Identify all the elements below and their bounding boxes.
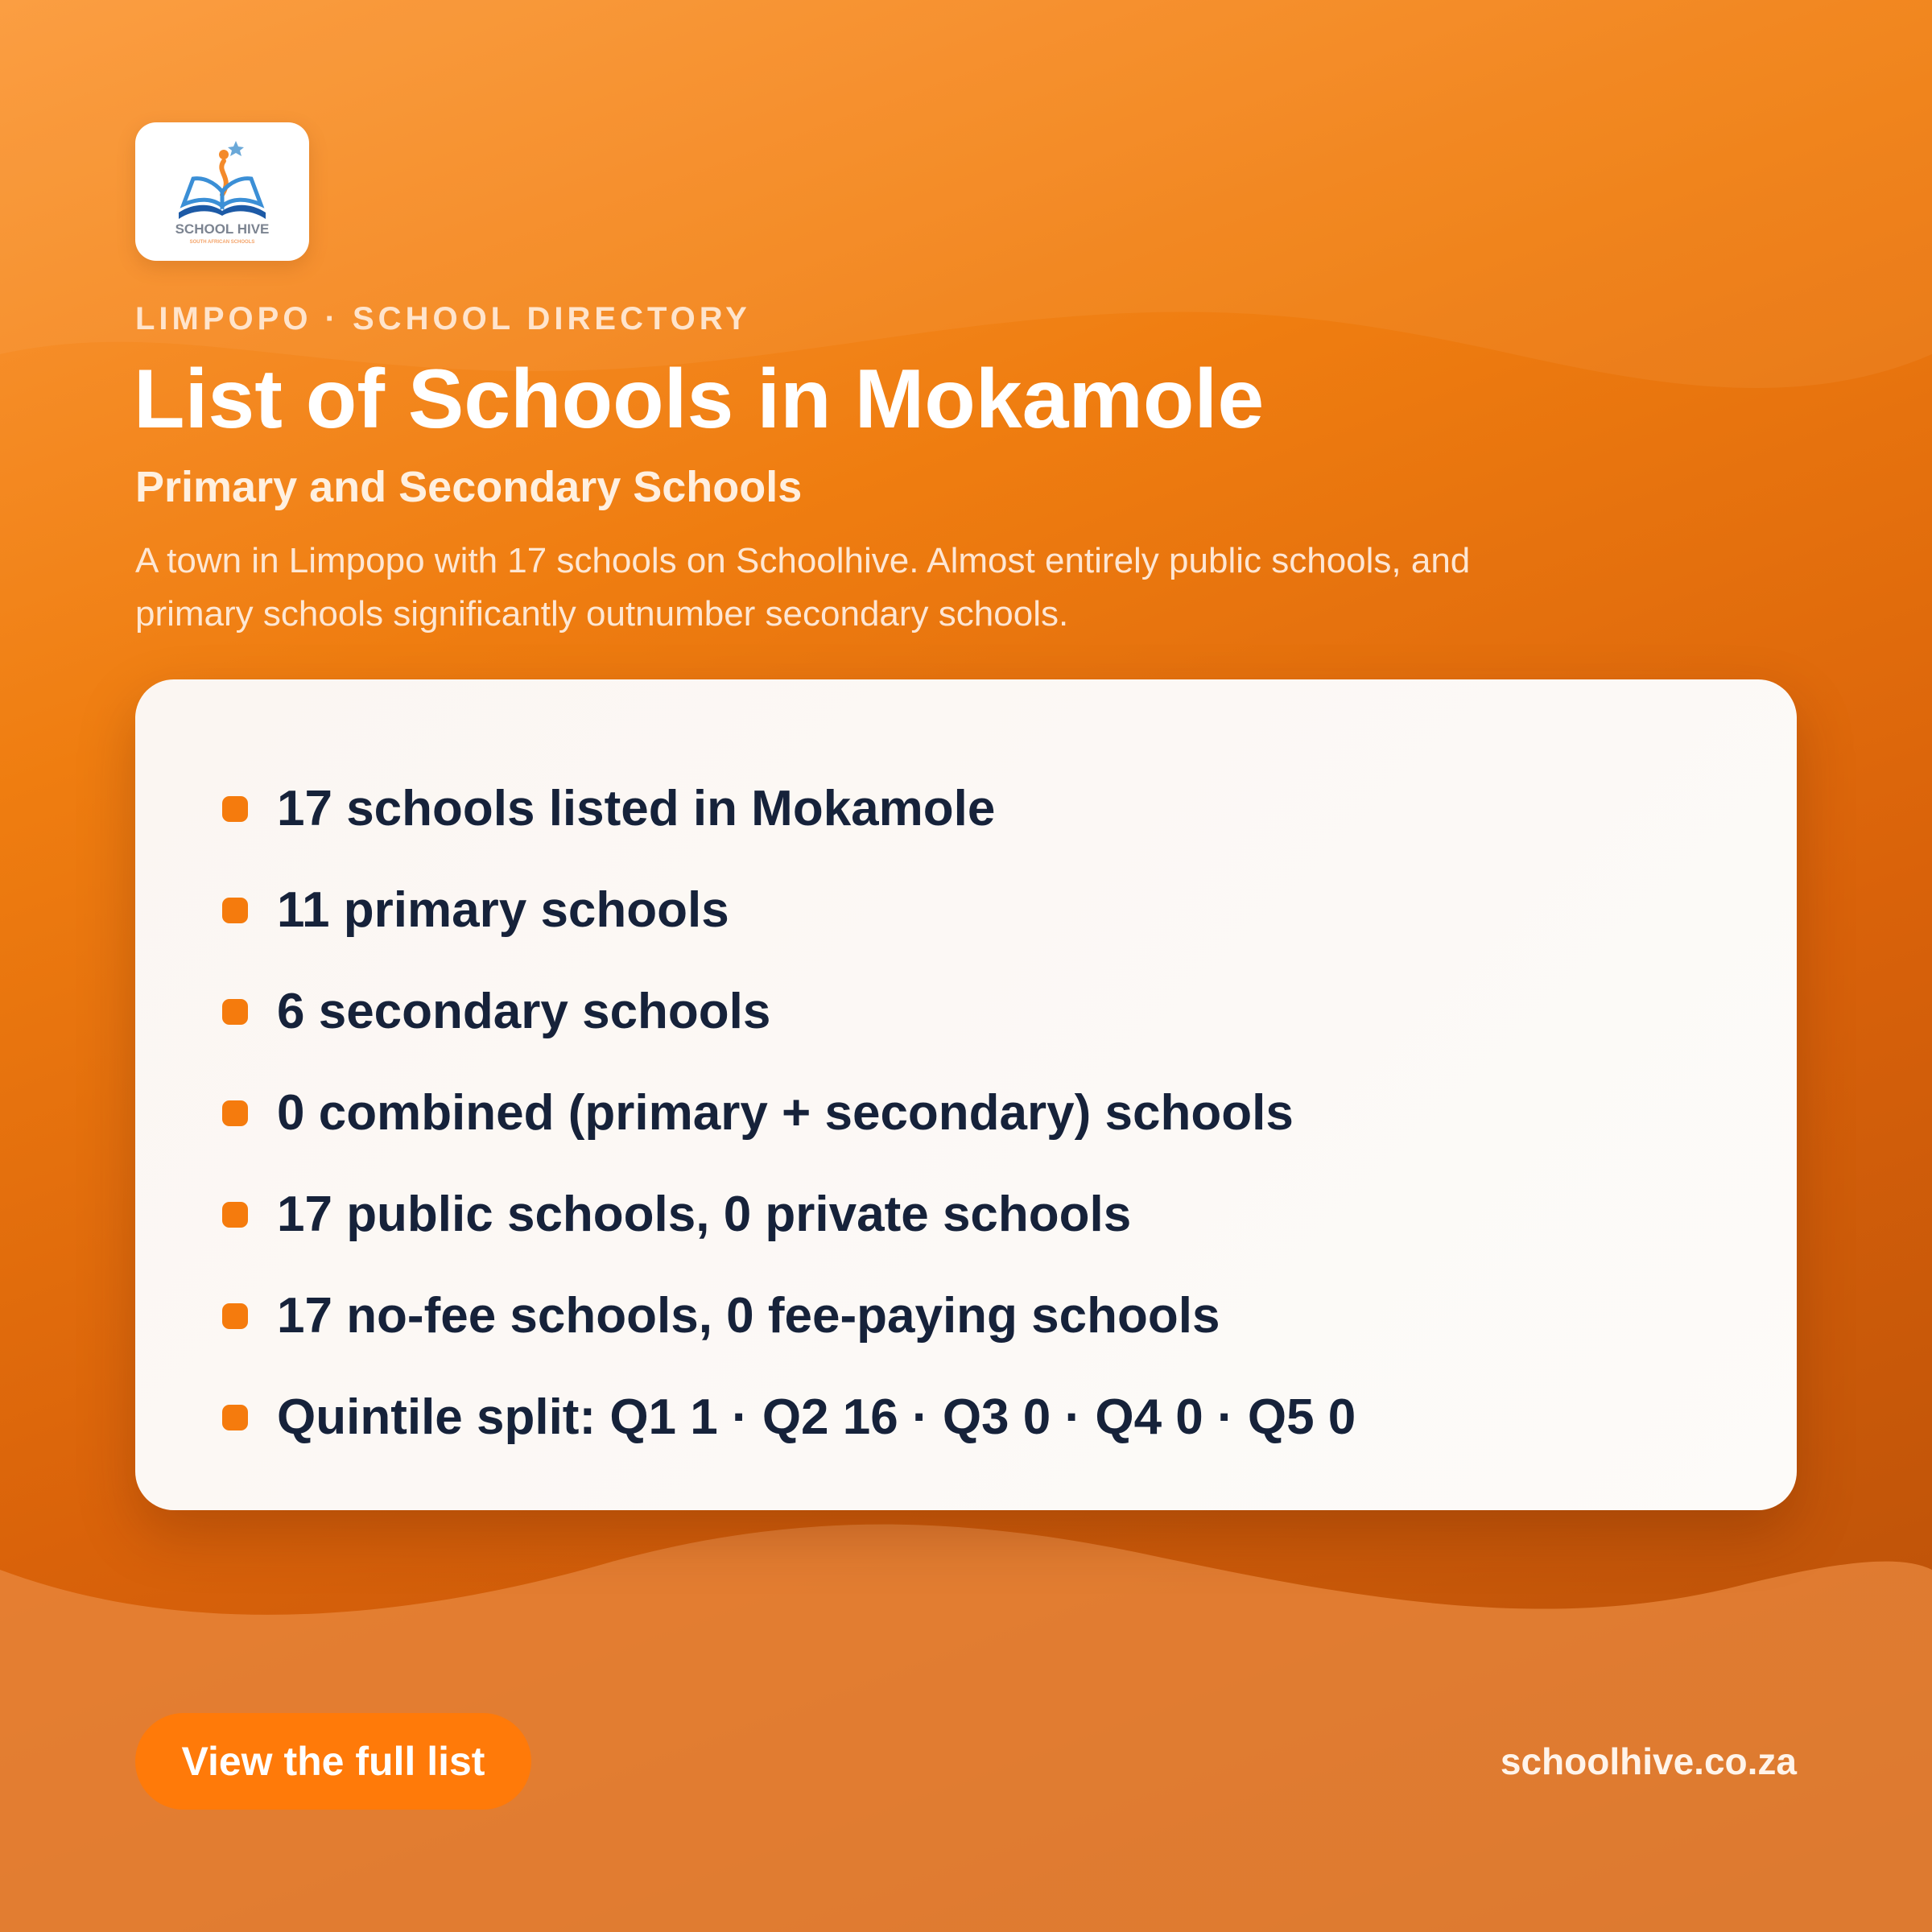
stats-list (222, 758, 1356, 1468)
stat-text: 17 public schools, 0 private schools (277, 1187, 1132, 1242)
stat-text: 11 primary schools (277, 882, 729, 938)
logo (135, 122, 309, 261)
site-link[interactable]: schoolhive.co.za (1500, 1740, 1797, 1782)
bullet-icon (222, 1303, 248, 1329)
stat-secondary-schools (222, 961, 1356, 1063)
stat-text: 17 schools listed in Mokamole (277, 781, 996, 836)
section-eyebrow: LIMPOPO · SCHOOL DIRECTORY (135, 301, 751, 336)
page-description: A town in Limpopo with 17 schools on Schoolhive. Almost entirely public schools, and primary schools significantly outnumber secondary schools. (135, 541, 1471, 634)
stat-combined-schools (222, 1063, 1356, 1164)
bullet-icon (222, 796, 248, 822)
stat-text: Quintile split: Q1 1 · Q2 16 · Q3 0 · Q4 0 · Q5 0 (277, 1389, 1356, 1445)
stat-text: 0 combined (primary + secondary) schools (277, 1085, 1294, 1141)
stat-text: 6 secondary schools (277, 984, 771, 1039)
page-title: List of Schools in Mokamole (134, 353, 1265, 446)
stat-fee-status (222, 1265, 1356, 1367)
page-subtitle: Primary and Secondary Schools (135, 463, 803, 511)
view-full-list-button[interactable]: View the full list (135, 1713, 531, 1810)
bullet-icon (222, 1100, 248, 1126)
bullet-icon (222, 1405, 248, 1430)
bullet-icon (222, 898, 248, 923)
stat-text: 17 no-fee schools, 0 fee-paying schools (277, 1288, 1220, 1344)
svg-text:SCHOOL HIVE: SCHOOL HIVE (175, 221, 270, 237)
bullet-icon (222, 1202, 248, 1228)
stat-total-schools (222, 758, 1356, 860)
stats-card (135, 679, 1797, 1510)
bullet-icon (222, 999, 248, 1025)
svg-text:SOUTH AFRICAN SCHOOLS: SOUTH AFRICAN SCHOOLS (189, 240, 255, 245)
book-logo-icon (158, 135, 287, 248)
stat-primary-schools (222, 860, 1356, 961)
stat-quintile-split (222, 1367, 1356, 1468)
stat-public-private (222, 1164, 1356, 1265)
